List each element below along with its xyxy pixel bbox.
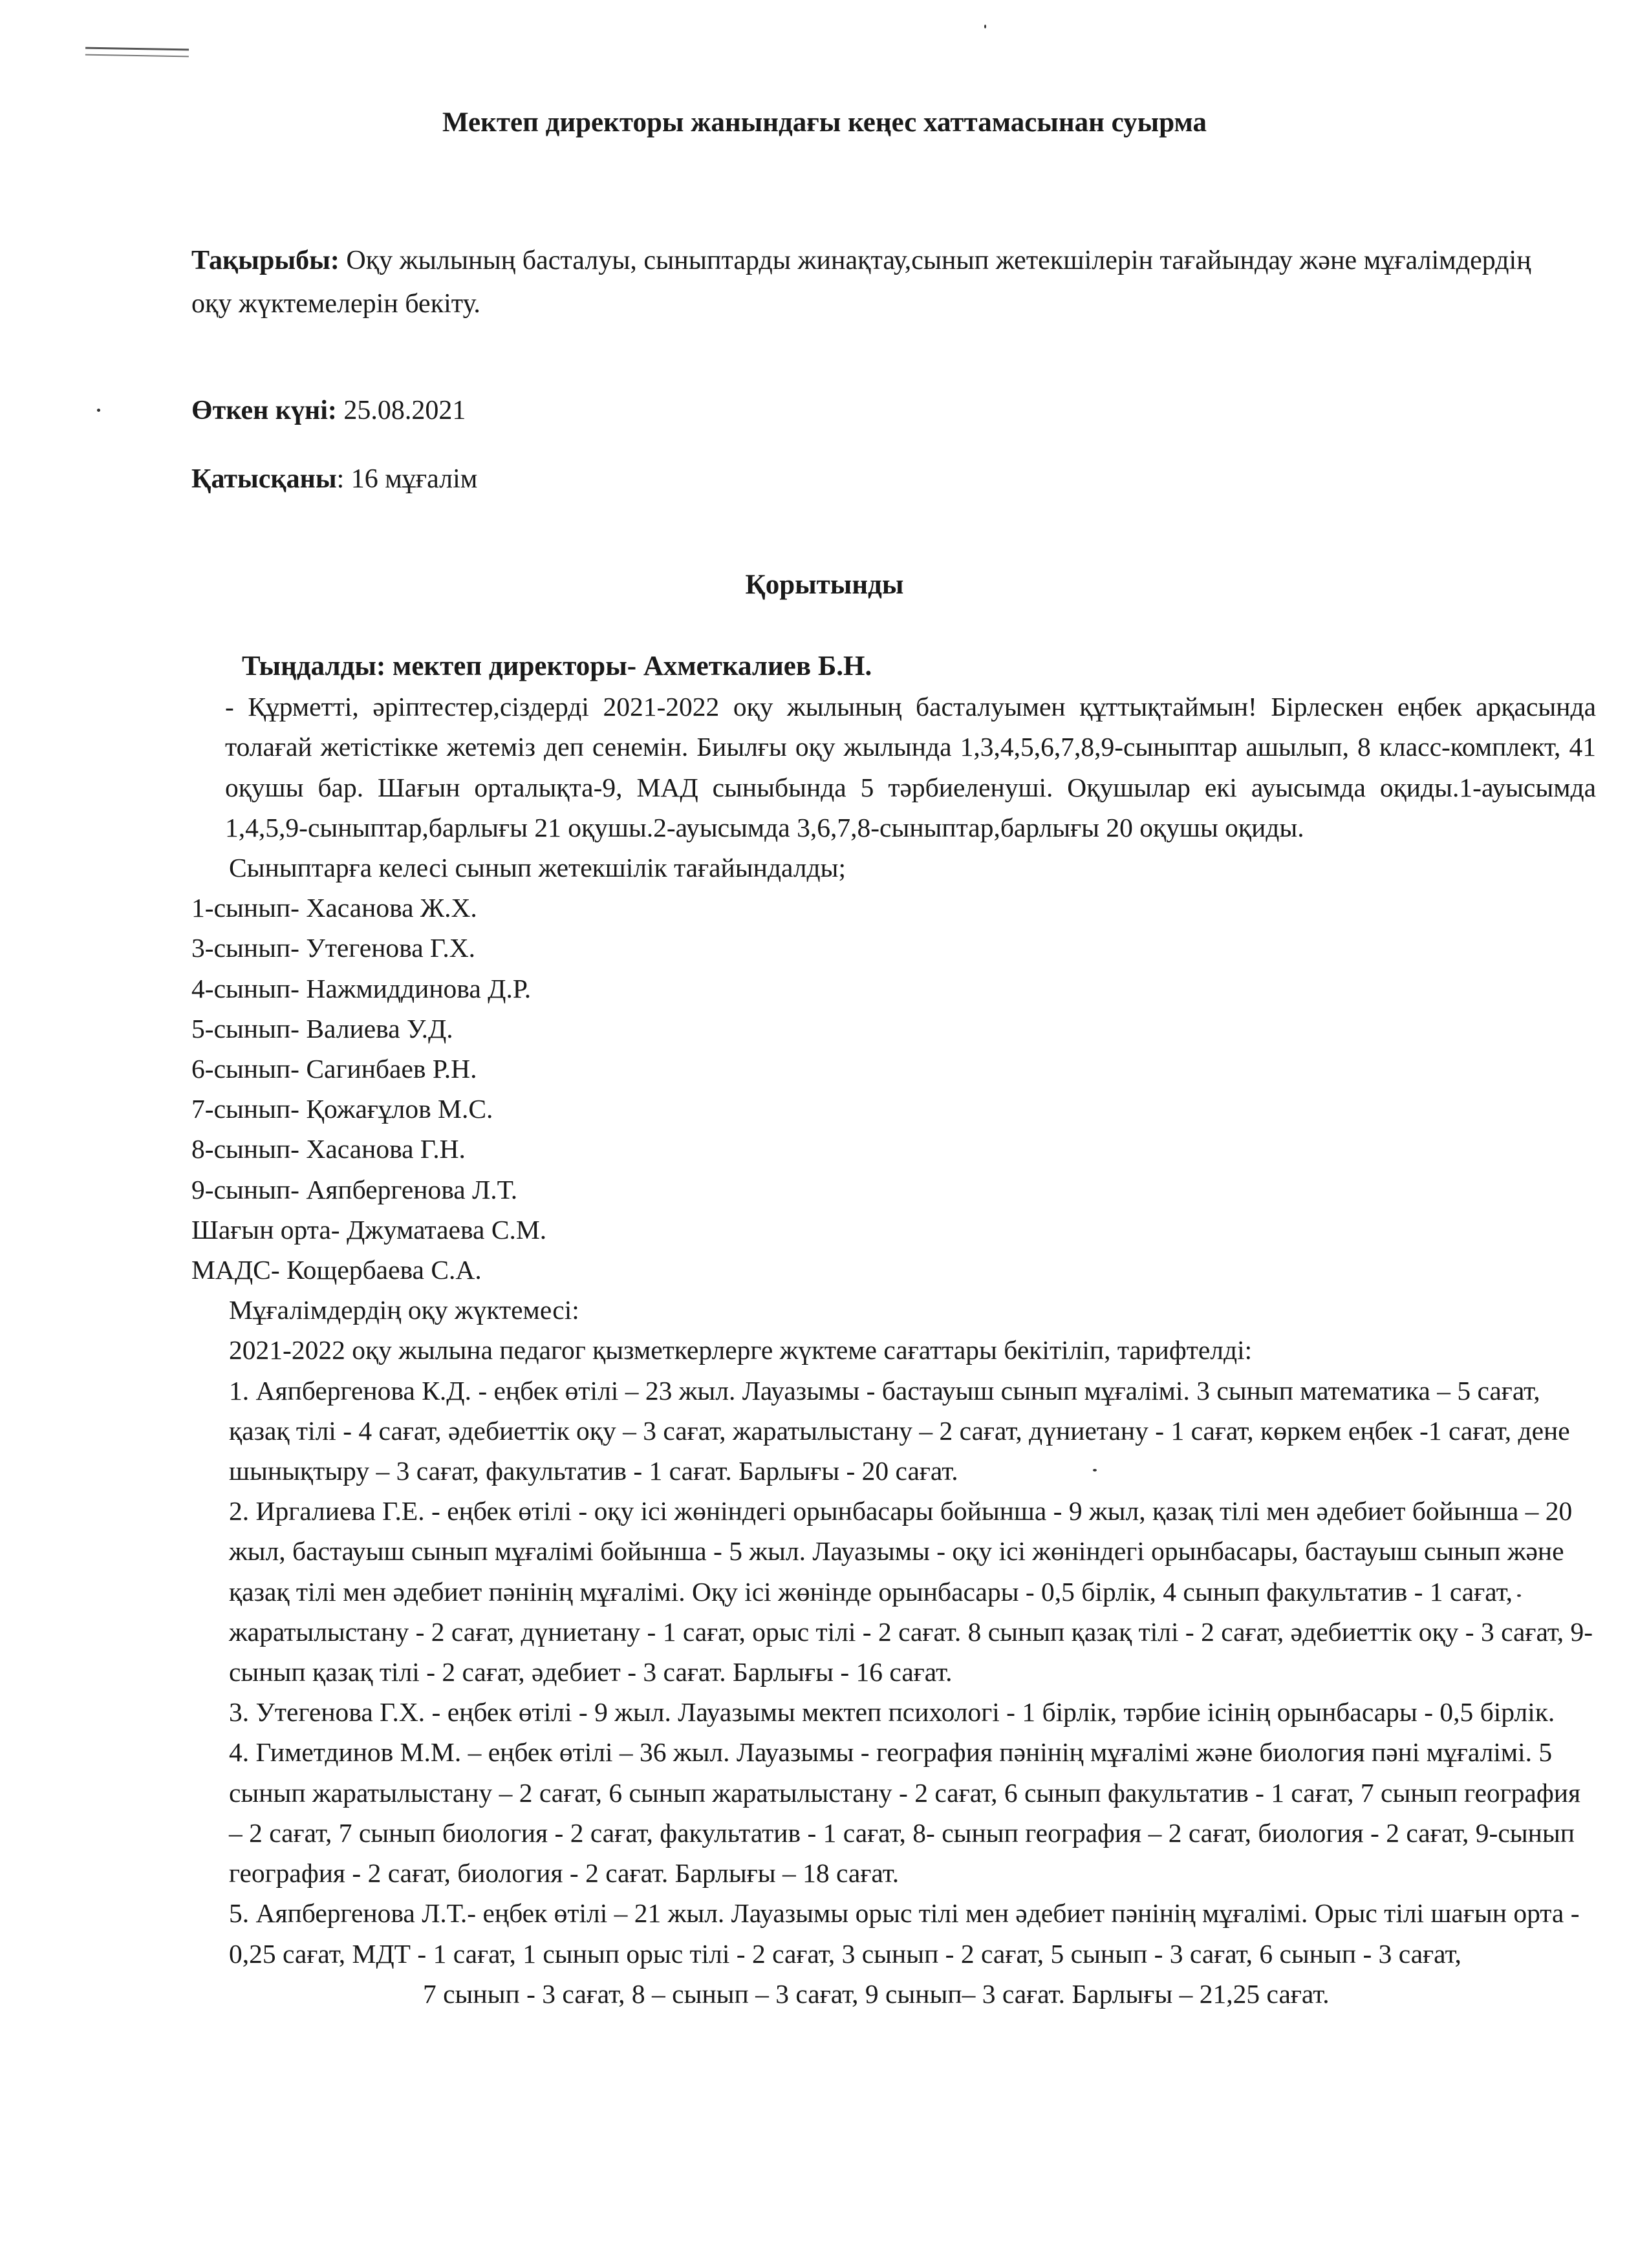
date-value: 25.08.2021 <box>336 396 466 425</box>
workload-heading: Мұғалімдердің оқу жүктемесі: <box>229 1295 579 1325</box>
document-title: Мектеп директоры жанындағы кеңес хаттамасынан суырма <box>442 107 1207 138</box>
teacher-workload-item: 2. Иргалиева Г.Е. - еңбек өтілі - оқу ісі жөніндегі орынбасары бойынша - 9 жыл, қазақ тілі мен әдебиет бойынша – 20 жыл, бастауыш сынып мұғалімі бойынша - 5 жыл. Лауазымы - оқу ісі жөніндегі орынбасары, бастауыш сынып және қазақ тілі мен әдебиет пәнінің мұғалімі. Оқу ісі жөнінде орынбасары - 0,5 бірлік, 4 сынып факультатив - 1 сағат, жаратылыстану - 2 сағат, дүниетану - 1 сағат, орыс тілі - 2 сағат. 8 сынып қазақ тілі - 2 сағат, әдебиеттік оқу - 3 сағат, 9-сынып қазақ тілі - 2 сағат, әдебиет - 3 сағат. Барлығы - 16 сағат. <box>229 1496 1593 1687</box>
class-leader-item: 4-сынып- Нажмиддинова Д.Р. <box>191 973 532 1003</box>
class-leader-item: 9-сынып- Аяпбергенова Л.Т. <box>191 1174 518 1204</box>
teacher-workload-item: 1. Аяпбергенова К.Д. - еңбек өтілі – 23 жыл. Лауазымы - бастауыш сынып мұғалімі. 3 сынып математика – 5 сағат, қазақ тілі - 4 сағат, әдебиеттік оқу – 3 сағат, жаратылыстану – 2 сағат, дүниетану - 1 сағат, көркем еңбек -1 сағат, дене шынықтыру – 3 сағат, факультатив - 1 сағат. Барлығы - 20 сағат. <box>229 1375 1570 1486</box>
attendance-value: : 16 мұғалім <box>336 464 478 494</box>
date-label: Өткен күні: <box>191 396 337 425</box>
attendance-label: Қатысқаны <box>191 464 337 494</box>
topic-label: Тақырыбы: <box>191 246 339 275</box>
class-leader-item: 6-сынып- Сагинбаев Р.Н. <box>191 1054 477 1084</box>
meeting-topic <box>191 239 1565 326</box>
class-leader-item: 3-сынып- Утегенова Г.Х. <box>191 933 476 963</box>
scan-speck <box>984 25 986 28</box>
class-leaders-intro: Сыныптарға келесі сынып жетекшілік тағайындалды; <box>229 853 846 883</box>
listened-line: Тыңдалды: мектеп директоры- Ахметкалиев Б.Н. <box>242 651 872 681</box>
minutes-body <box>191 647 1596 2014</box>
director-speech: - Құрметті, әріптестер,сіздерді 2021-2022 оқу жылының басталуымен құттықтаймын! Бірлескен еңбек арқасында толағай жетістікке жетеміз деп сенемін. Биылғы оқу жылында 1,3,4,5,6,7,8,9-сыныптар ашылып, 8 класс-комплект, 41 оқушы бар. Шағын орталықта-9, МАД сыныбында 5 тәрбиеленуші. Оқушылар екі ауысымда оқиды.1-ауысымда 1,4,5,9-сыныптар,барлығы 21 оқушы.2-ауысымда 3,6,7,8-сыныптар,барлығы 20 оқушы оқиды. <box>225 692 1596 842</box>
teacher-workload-item <box>191 1893 1596 2014</box>
class-leader-item: МАДС- Кощербаева С.А. <box>191 1255 482 1285</box>
scan-artifact-line <box>85 47 189 58</box>
workload-intro: 2021-2022 оқу жылына педагог қызметкерлерге жүктеме сағаттары бекітіліп, тарифтелді: <box>229 1335 1253 1365</box>
class-leader-item: 8-сынып- Хасанова Г.Н. <box>191 1134 466 1164</box>
class-leader-item: Шағын орта- Джуматаева С.М. <box>191 1214 547 1245</box>
teacher5-part1: 5. Аяпбергенова Л.Т.- еңбек өтілі – 21 жыл. Лауазымы орыс тілі мен әдебиет пәнінің мұғалімі. Орыс тілі шағын орта - 0,25 сағат, МДТ - 1 сағат, 1 сынып орыс тілі - 2 сағат, 3 сынып - 2 сағат, 5 сынып - 3 сағат, 6 сынып - 3 сағат, <box>229 1898 1580 1969</box>
teacher-workload-item: 4. Гиметдинов М.М. – еңбек өтілі – 36 жыл. Лауазымы - география пәнінің мұғалімі және биология пәні мұғалімі. 5 сынып жаратылыстану – 2 сағат, 6 сынып жаратылыстану - 2 сағат, 6 сынып факультатив - 1 сағат, 7 сынып география – 2 сағат, 7 сынып биология - 2 сағат, факультатив - 1 сағат, 8- сынып география – 2 сағат, биология - 2 сағат, 9-сынып география - 2 сағат, биология - 2 сағат. Барлығы – 18 сағат. <box>229 1737 1581 1888</box>
teacher-workload-item: 3. Утегенова Г.Х. - еңбек өтілі - 9 жыл. Лауазымы мектеп психологі - 1 бірлік, тәрбие ісінің орынбасары - 0,5 бірлік. <box>229 1697 1555 1728</box>
attendance <box>191 458 1565 501</box>
class-leader-item: 5-сынып- Валиева У.Д. <box>191 1013 453 1043</box>
conclusion-heading: Қорытынды <box>745 570 904 600</box>
topic-text: Оқу жылының басталуы, сыныптарды жинақтау,сынып жетекшілерін тағайындау және мұғалімдердің оқу жүктемелерін бекіту. <box>191 246 1531 319</box>
teacher5-part2: 7 сынып - 3 сағат, 8 – сынып – 3 сағат, 9 сынып– 3 сағат. Барлығы – 21,25 сағат. <box>423 1978 1330 2009</box>
scan-speck <box>97 409 100 412</box>
class-leader-item: 1-сынып- Хасанова Ж.Х. <box>191 893 477 923</box>
class-leader-item: 7-сынып- Қожағұлов М.С. <box>191 1094 493 1124</box>
meeting-date <box>191 389 1565 433</box>
